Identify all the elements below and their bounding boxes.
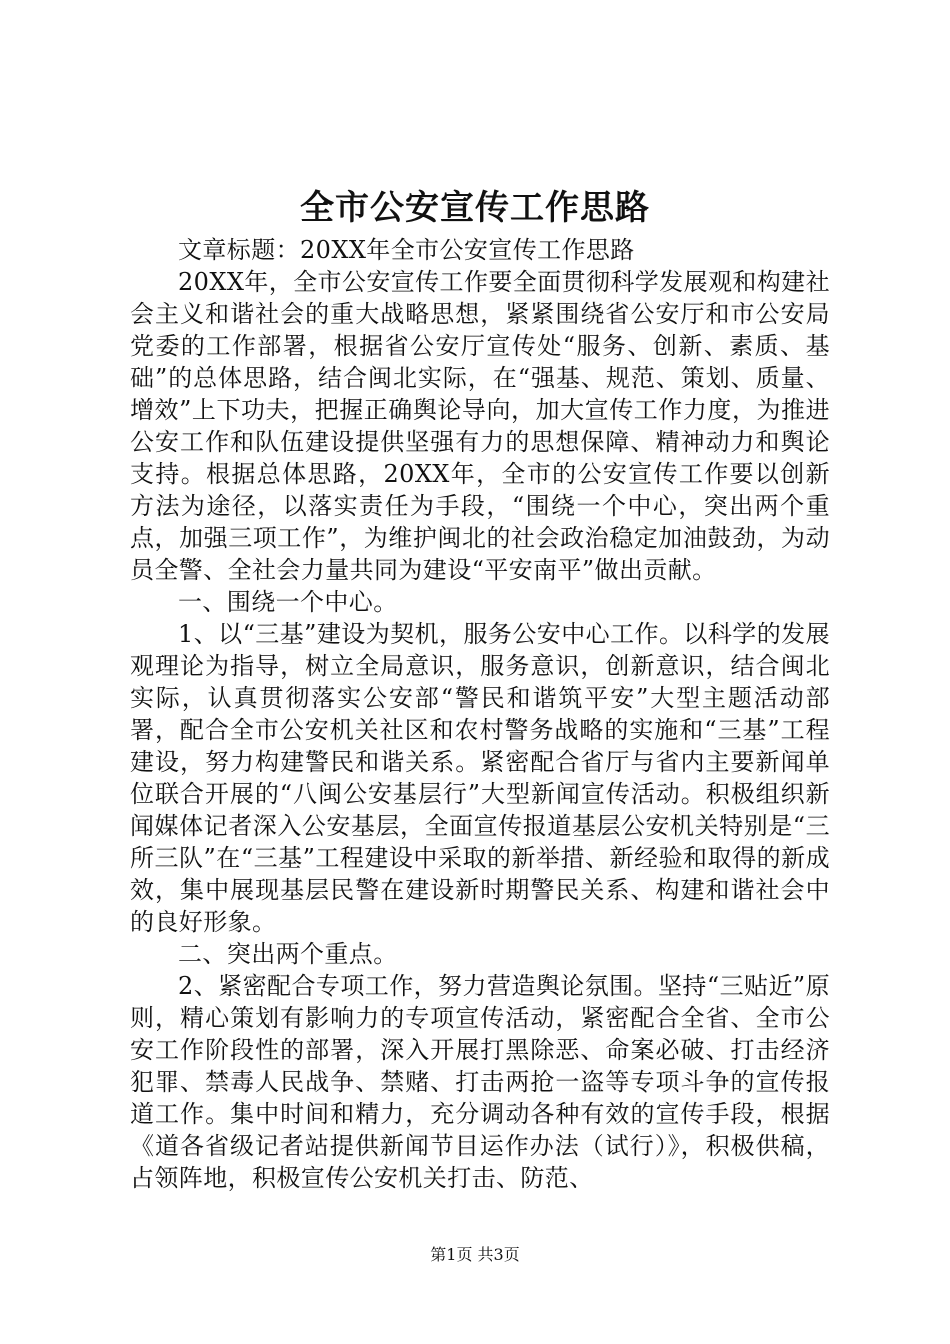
paragraph-section-one: 1、以“三基”建设为契机，服务公安中心工作。以科学的发展观理论为指导，树立全局意识，服务意识，创新意识，结合闽北实际，认真贯彻落实公安部“警民和谐筑平安”大型主题活动部署，配合全市公安机关社区和农村警务战略的实施和“三基”工程建设，努力构建警民和谐关系。紧密配合省厅与省内主要新闻单位联合开展的“八闽公安基层行”大型新闻宣传活动。积极组织新闻媒体记者深入公安基层，全面宣传报道基层公安机关特别是“三所三队”在“三基”工程建设中采取的新举措、新经验和取得的新成效，集中展现基层民警在建设新时期警民关系、构建和谐社会中的良好形象。 (130, 620, 830, 936)
paragraph-article-title: 文章标题：20XX年全市公安宣传工作思路 (178, 236, 635, 264)
document-body (130, 234, 830, 1194)
page-footer (0, 1244, 950, 1266)
section-heading-two: 二、突出两个重点。 (178, 940, 398, 968)
document-title: 全市公安宣传工作思路 (300, 188, 650, 228)
section-heading-one: 一、围绕一个中心。 (178, 588, 398, 616)
paragraph-section-two: 2、紧密配合专项工作，努力营造舆论氛围。坚持“三贴近”原则，精心策划有影响力的专项宣传活动，紧密配合全省、全市公安工作阶段性的部署，深入开展打黑除恶、命案必破、打击经济犯罪、禁毒人民战争、禁赌、打击两抢一盗等专项斗争的宣传报道工作。集中时间和精力，充分调动各种有效的宣传手段，根据《道各省级记者站提供新闻节目运作办法（试行）》，积极供稿，占领阵地，积极宣传公安机关打击、防范、 (130, 972, 830, 1192)
paragraph-intro: 20XX年，全市公安宣传工作要全面贯彻科学发展观和构建社会主义和谐社会的重大战略思想，紧紧围绕省公安厅和市公安局党委的工作部署，根据省公安厅宣传处“服务、创新、素质、基础”的总体思路，结合闽北实际，在“强基、规范、策划、质量、增效”上下功夫，把握正确舆论导向，加大宣传工作力度，为推进公安工作和队伍建设提供坚强有力的思想保障、精神动力和舆论支持。根据总体思路，20XX年，全市的公安宣传工作要以创新方法为途径，以落实责任为手段，“围绕一个中心，突出两个重点，加强三项工作”，为维护闽北的社会政治稳定加油鼓劲，为动员全警、全社会力量共同为建设“平安南平”做出贡献。 (130, 268, 830, 584)
page-number: 第1页 共3页 (430, 1245, 520, 1264)
